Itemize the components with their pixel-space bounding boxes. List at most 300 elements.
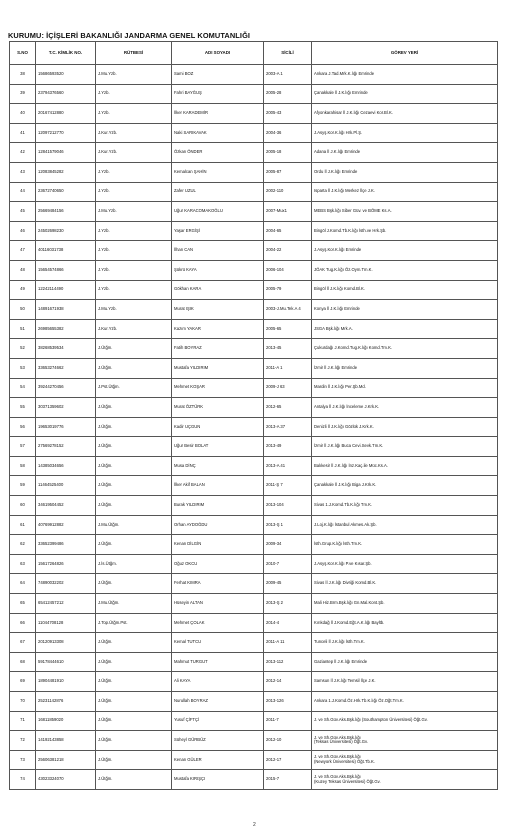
cell-sno: 55: [10, 398, 36, 418]
cell-sno: 45: [10, 202, 36, 222]
cell-rutbe: J.Ütğm.: [96, 633, 172, 653]
gorev-yeri-line: Mardin İl J.K.lığı Per.Şb.Md.: [314, 384, 366, 390]
gorev-yeri-line: J. ve Sh.Güv.Aks.Bşk.lığı: [314, 734, 361, 740]
gorev-yeri-line: J.Asyş.Kor.K.lığı P.ve Kısar.Şb.: [314, 560, 372, 566]
cell-sicil: 2005-79: [264, 280, 312, 300]
table-row: [10, 182, 498, 202]
table-header-row: [10, 42, 498, 65]
gorev-yeri-line: İzmir İl J.K.lığı Emrinde: [314, 364, 358, 370]
cell-rutbe: J.Yzb.: [96, 280, 172, 300]
cell-tc-kimlik-no: 14385034656: [36, 456, 96, 476]
cell-adi-soyadi: Uğur Besir BOLAT: [172, 437, 264, 457]
cell-gorev-yeri: [312, 182, 498, 202]
cell-sicil: 2003-A 1: [264, 65, 312, 85]
cell-sno: 58: [10, 456, 36, 476]
cell-tc-kimlik-no: 19653019776: [36, 417, 96, 437]
gorev-yeri-line: JÖAK Tug.K.lığı Öz.Oym.Tm.K.: [314, 266, 373, 272]
cell-gorev-yeri: [312, 241, 498, 261]
cell-sicil: 2011-Ş 7: [264, 476, 312, 496]
table-row: [10, 319, 498, 339]
cell-sno: 66: [10, 613, 36, 633]
cell-sno: 67: [10, 633, 36, 653]
cell-sno: 64: [10, 574, 36, 594]
cell-sicil: 2013-A 41: [264, 456, 312, 476]
cell-sicil: 2005-18: [264, 143, 312, 163]
cell-adi-soyadi: Ferhat KIMRA: [172, 574, 264, 594]
table-row: [10, 456, 498, 476]
cell-sno: 46: [10, 221, 36, 241]
table-row: [10, 398, 498, 418]
cell-adi-soyadi: İlker Akif BALAN: [172, 476, 264, 496]
gorev-yeri-line: Sivas İl J.K.lığı Divriği Komd.Bl.K.: [314, 580, 377, 586]
cell-rutbe: J.Ütğm.: [96, 750, 172, 770]
cell-tc-kimlik-no: 11464525400: [36, 476, 96, 496]
cell-tc-kimlik-no: 34619504452: [36, 496, 96, 516]
cell-adi-soyadi: Kadir UÇGUN: [172, 417, 264, 437]
cell-adi-soyadi: Hüseyin ALTAN: [172, 594, 264, 614]
cell-adi-soyadi: İlker KARADEMİR: [172, 104, 264, 124]
gorev-yeri-line: Tunceli İl J.K.lığı İsth.Tm.K.: [314, 639, 365, 645]
cell-adi-soyadi: Yusuf ÇİFTÇİ: [172, 711, 264, 731]
table-row: [10, 750, 498, 770]
gorev-yeri-line: Gaziantep İl J.K.lığı Emrinde: [314, 658, 368, 664]
table-row: [10, 692, 498, 712]
table-row: [10, 437, 498, 457]
cell-sicil: 2013-A 37: [264, 417, 312, 437]
gorev-yeri-line: Çukurdağı J.Komd.Tug.K.lığı Komd.Tm.K.: [314, 345, 393, 351]
cell-tc-kimlik-no: 23672740650: [36, 182, 96, 202]
cell-gorev-yeri: [312, 202, 498, 222]
cell-sno: 40: [10, 104, 36, 124]
cell-tc-kimlik-no: 12242114490: [36, 280, 96, 300]
cell-sicil: 2013-Ş 1: [264, 515, 312, 535]
cell-sno: 50: [10, 300, 36, 320]
cell-gorev-yeri: [312, 162, 498, 182]
cell-sno: 42: [10, 143, 36, 163]
gorev-yeri-line: Afyonkarahisar İl J.K.lığı Cezaevi Kor.Bl.K.: [314, 110, 393, 116]
cell-sicil: 2013-45: [264, 339, 312, 359]
table-row: [10, 202, 498, 222]
cell-sicil: 2012-65: [264, 398, 312, 418]
cell-sno: 70: [10, 692, 36, 712]
cell-adi-soyadi: Kenan GÜLER: [172, 750, 264, 770]
cell-rutbe: J.Ütğm.: [96, 731, 172, 751]
cell-rutbe: J.Ütğm.: [96, 692, 172, 712]
gorev-yeri-line: Sivas 1.J.Komd.Tb.K.lığı Tm.K.: [314, 501, 373, 507]
cell-sno: 73: [10, 750, 36, 770]
cell-tc-kimlik-no: 23794376560: [36, 84, 96, 104]
gorev-yeri-line: J.Loj.K.lığı İstanbul Akmes.Ak.Şb.: [314, 521, 377, 527]
cell-sicil: 2012-17: [264, 750, 312, 770]
cell-tc-kimlik-no: 40769912882: [36, 515, 96, 535]
gorev-yeri-line: Kırıkdağ İl J.Komd.Eğt.A.K.lığı Bayltb.: [314, 619, 385, 625]
cell-gorev-yeri: [312, 339, 498, 359]
cell-sicil: 2010-7: [264, 554, 312, 574]
cell-gorev-yeri: [312, 515, 498, 535]
cell-adi-soyadi: İlhan CAN: [172, 241, 264, 261]
cell-adi-soyadi: Nurullah BOYRAZ: [172, 692, 264, 712]
column-header-sicil: SİCİLİ: [264, 42, 312, 65]
gorev-yeri-line: Denizli İl J.K.lığı Gözlük J.Krk.K.: [314, 423, 374, 429]
cell-adi-soyadi: Gökhan KARA: [172, 280, 264, 300]
cell-rutbe: J.Ütğm.: [96, 476, 172, 496]
gorev-yeri-line: Mali Hiz.Brm.Bşk.lığı Gn.Mal.Kont.Şb.: [314, 599, 385, 605]
cell-sicil: 2013-49: [264, 437, 312, 457]
gorev-yeri-line: Isparta İl J.K.lığı Merkez İlçe J.K.: [314, 188, 375, 194]
cell-rutbe: J.Ütğm.: [96, 437, 172, 457]
column-header-rutbe: RÜTBESİ: [96, 42, 172, 65]
cell-rutbe: J.Ütğm.: [96, 672, 172, 692]
cell-gorev-yeri: [312, 123, 498, 143]
cell-adi-soyadi: Yaşar ERGİŞİ: [172, 221, 264, 241]
gorev-yeri-line: Çanakkale İl J.K.lığı Emrinde: [314, 90, 368, 96]
table-row: [10, 123, 498, 143]
cell-sicil: 2005-65: [264, 319, 312, 339]
cell-adi-soyadi: Kemalcan ŞAHİN: [172, 162, 264, 182]
gorev-yeri-line: Adana İl J.K.lığı Emrinde: [314, 149, 361, 155]
cell-adi-soyadi: Zafer UZUL: [172, 182, 264, 202]
cell-rutbe: J.Yzb.: [96, 182, 172, 202]
cell-gorev-yeri: [312, 358, 498, 378]
cell-sno: 61: [10, 515, 36, 535]
cell-sicil: 2013-Ş 2: [264, 594, 312, 614]
cell-gorev-yeri: [312, 574, 498, 594]
cell-sno: 71: [10, 711, 36, 731]
cell-sicil: 2012-10: [264, 731, 312, 751]
table-row: [10, 358, 498, 378]
cell-gorev-yeri: [312, 398, 498, 418]
cell-gorev-yeri: [312, 104, 498, 124]
cell-rutbe: J.Kur.Yzb.: [96, 319, 172, 339]
cell-tc-kimlik-no: 30371359602: [36, 398, 96, 418]
cell-sicil: 2014-4: [264, 613, 312, 633]
table-row: [10, 84, 498, 104]
cell-tc-kimlik-no: 40116031738: [36, 241, 96, 261]
cell-tc-kimlik-no: 15686593520: [36, 65, 96, 85]
page-number: 2: [253, 822, 256, 828]
cell-sno: 44: [10, 182, 36, 202]
cell-sno: 47: [10, 241, 36, 261]
cell-tc-kimlik-no: 38268539534: [36, 339, 96, 359]
cell-tc-kimlik-no: 59178444610: [36, 652, 96, 672]
cell-sicil: 2007-Mux1: [264, 202, 312, 222]
gorev-yeri-line: J. ve Sh.Güv.Aks.Bşk.lığı: [314, 773, 361, 779]
cell-tc-kimlik-no: 26985655382: [36, 319, 96, 339]
cell-gorev-yeri: [312, 652, 498, 672]
table-row: [10, 633, 498, 653]
gorev-yeri-line: J. ve Sh.Güv.Aks.Bşk.lığı (Southampton Üniversitesi) Öğt.Gv.: [314, 717, 428, 723]
cell-sno: 57: [10, 437, 36, 457]
cell-tc-kimlik-no: 15654574866: [36, 260, 96, 280]
cell-sno: 54: [10, 378, 36, 398]
cell-adi-soyadi: Burak YILDIRIM: [172, 496, 264, 516]
cell-sno: 72: [10, 731, 36, 751]
table-row: [10, 574, 498, 594]
cell-rutbe: J.Ütğm.: [96, 417, 172, 437]
table-row: [10, 594, 498, 614]
gorev-yeri-line: İzmir İl J.K.lığı Buca Cevi.Sevk.Tm.K.: [314, 443, 384, 449]
cell-tc-kimlik-no: 25231142876: [36, 692, 96, 712]
cell-tc-kimlik-no: 14891671938: [36, 300, 96, 320]
table-row: [10, 613, 498, 633]
table-row: [10, 221, 498, 241]
table-row: [10, 476, 498, 496]
table-row: [10, 711, 498, 731]
cell-gorev-yeri: [312, 417, 498, 437]
cell-sicil: 2003-J.Mu.Tek.A 4: [264, 300, 312, 320]
cell-sno: 69: [10, 672, 36, 692]
cell-adi-soyadi: Fahri BAYĞUŞ: [172, 84, 264, 104]
cell-gorev-yeri: [312, 476, 498, 496]
cell-sno: 62: [10, 535, 36, 555]
gorev-yeri-line: Ankara J.Tad.Mrk.K.lığı Emrinde: [314, 70, 375, 76]
table-row: [10, 280, 498, 300]
cell-rutbe: J.Ütğm.: [96, 535, 172, 555]
cell-tc-kimlik-no: 11044708128: [36, 613, 96, 633]
cell-sno: 53: [10, 358, 36, 378]
cell-gorev-yeri: [312, 770, 498, 790]
cell-rutbe: J.Yzb.: [96, 104, 172, 124]
table-row: [10, 554, 498, 574]
cell-gorev-yeri: [312, 300, 498, 320]
column-header-ad-soyad: ADI SOYADI: [172, 42, 264, 65]
cell-sicil: 2011-A 1: [264, 358, 312, 378]
cell-adi-soyadi: Kenan DİLGİN: [172, 535, 264, 555]
cell-gorev-yeri: [312, 378, 498, 398]
cell-adi-soyadi: Süheyl GÜRBÜZ: [172, 731, 264, 751]
cell-adi-soyadi: Mehmet KOŞAR: [172, 378, 264, 398]
cell-sicil: 2011-7: [264, 711, 312, 731]
gorev-yeri-line: J.Asyş.Kor.K.lığı Hrk.Pl.Ş.: [314, 129, 363, 135]
cell-sicil: 2009-J 63: [264, 378, 312, 398]
cell-rutbe: J.Mu.Yzb.: [96, 300, 172, 320]
cell-gorev-yeri: [312, 319, 498, 339]
cell-rutbe: J.Kur.Yzb.: [96, 143, 172, 163]
cell-rutbe: J.Ütğm.: [96, 358, 172, 378]
cell-gorev-yeri: [312, 535, 498, 555]
cell-rutbe: J.Yzb.: [96, 162, 172, 182]
cell-rutbe: J.Ütğm.: [96, 652, 172, 672]
cell-gorev-yeri: [312, 554, 498, 574]
cell-sno: 51: [10, 319, 36, 339]
cell-sicil: 2013-104: [264, 496, 312, 516]
cell-gorev-yeri: [312, 731, 498, 751]
cell-rutbe: J.Mu.Ütğm.: [96, 594, 172, 614]
cell-sno: 59: [10, 476, 36, 496]
cell-rutbe: J.Yzb.: [96, 221, 172, 241]
cell-tc-kimlik-no: 18904481910: [36, 672, 96, 692]
cell-rutbe: J.Top.Ütğm.Pst.: [96, 613, 172, 633]
cell-sicil: 2013-126: [264, 692, 312, 712]
cell-sicil: 2012-14: [264, 672, 312, 692]
table-row: [10, 162, 498, 182]
table-body: [10, 65, 498, 790]
cell-sicil: 2005-43: [264, 104, 312, 124]
cell-gorev-yeri: [312, 750, 498, 770]
cell-rutbe: J.Ütğm.: [96, 574, 172, 594]
cell-adi-soyadi: Kazım YAKAR: [172, 319, 264, 339]
gorev-yeri-line: J.Asyş.Kor.K.lığı Emrinde: [314, 247, 362, 253]
gorev-yeri-line: Ordu İl J.K.lığı Emrinde: [314, 168, 358, 174]
gorev-yeri-line: J. ve Sh.Güv.Aks.Bşk.lığı: [314, 754, 361, 760]
cell-gorev-yeri: [312, 143, 498, 163]
cell-gorev-yeri: [312, 692, 498, 712]
cell-gorev-yeri: [312, 711, 498, 731]
cell-adi-soyadi: Oğuz OKCU: [172, 554, 264, 574]
cell-rutbe: J.Ütğm.: [96, 398, 172, 418]
cell-sicil: 2011-A 11: [264, 633, 312, 653]
cell-adi-soyadi: Özkan ÖNDER: [172, 143, 264, 163]
table-row: [10, 241, 498, 261]
cell-sno: 65: [10, 594, 36, 614]
personnel-table: [9, 41, 498, 790]
cell-tc-kimlik-no: 20167412880: [36, 104, 96, 124]
cell-rutbe: J.Mu.Yzb.: [96, 65, 172, 85]
cell-tc-kimlik-no: 12097212770: [36, 123, 96, 143]
cell-sno: 74: [10, 770, 36, 790]
cell-sno: 56: [10, 417, 36, 437]
cell-rutbe: J.Mu.Ütğm.: [96, 515, 172, 535]
cell-rutbe: J.Kur.Yzb.: [96, 123, 172, 143]
column-header-tc: T.C. KİMLİK NO.: [36, 42, 96, 65]
cell-sicil: 2006-104: [264, 260, 312, 280]
cell-tc-kimlik-no: 12841579046: [36, 143, 96, 163]
cell-adi-soyadi: Naki SARIKAVAK: [172, 123, 264, 143]
cell-tc-kimlik-no: 65412457212: [36, 594, 96, 614]
cell-adi-soyadi: Şükrü KAYA: [172, 260, 264, 280]
cell-adi-soyadi: Murat IŞIK: [172, 300, 264, 320]
gorev-yeri-line: Ankara 1.J.Komd.Öz.Hrk.Tb.K.lığı Öz.Oğt.Tm.K.: [314, 697, 404, 703]
cell-adi-soyadi: Kemal TUTCU: [172, 633, 264, 653]
cell-tc-kimlik-no: 24502698230: [36, 221, 96, 241]
table-row: [10, 770, 498, 790]
table-row: [10, 104, 498, 124]
cell-sicil: 2005-87: [264, 162, 312, 182]
cell-sicil: 2013-112: [264, 652, 312, 672]
cell-sno: 38: [10, 65, 36, 85]
cell-sno: 48: [10, 260, 36, 280]
cell-tc-kimlik-no: 20120913308: [36, 633, 96, 653]
cell-sicil: 2009-34: [264, 535, 312, 555]
cell-sicil: 2009-45: [264, 574, 312, 594]
cell-sicil: 2004-65: [264, 221, 312, 241]
table-row: [10, 378, 498, 398]
cell-adi-soyadi: Mahmut TURGUT: [172, 652, 264, 672]
cell-gorev-yeri: [312, 613, 498, 633]
cell-gorev-yeri: [312, 594, 498, 614]
cell-rutbe: J.Pst.Ütğm.: [96, 378, 172, 398]
cell-rutbe: J.Ütğm.: [96, 770, 172, 790]
table-row: [10, 672, 498, 692]
column-header-gorev-yeri: GÖREV YERİ: [312, 42, 498, 65]
table-row: [10, 417, 498, 437]
gorev-yeri-line: Antalya İl J.K.lığı İnceleme J.Krk.K.: [314, 403, 380, 409]
cell-rutbe: J.Ütğm.: [96, 711, 172, 731]
cell-tc-kimlik-no: 25606381218: [36, 750, 96, 770]
cell-sno: 41: [10, 123, 36, 143]
gorev-yeri-line: JSGA Bşk.lığı Mrk.A.: [314, 325, 353, 331]
cell-adi-soyadi: Orhan AYDOĞDU: [172, 515, 264, 535]
cell-sno: 68: [10, 652, 36, 672]
cell-rutbe: J.Yzb.: [96, 241, 172, 261]
cell-gorev-yeri: [312, 437, 498, 457]
cell-rutbe: J.Yzb.: [96, 84, 172, 104]
cell-sicil: 2015-7: [264, 770, 312, 790]
cell-sno: 49: [10, 280, 36, 300]
cell-adi-soyadi: Fatih BOYRAZ: [172, 339, 264, 359]
table-row: [10, 652, 498, 672]
cell-tc-kimlik-no: 39244270456: [36, 378, 96, 398]
cell-tc-kimlik-no: 15617264826: [36, 554, 96, 574]
page-title: KURUMU: İÇİŞLERİ BAKANLIĞI JANDARMA GENEL KOMUTANLIĞI: [8, 31, 251, 40]
cell-sicil: 2002-110: [264, 182, 312, 202]
table-row: [10, 515, 498, 535]
cell-sno: 52: [10, 339, 36, 359]
gorev-yeri-line: (Kuzey Teksas Üniversitesi) Öğt.Gv.: [314, 778, 381, 784]
cell-rutbe: J.İs.Ütğm.: [96, 554, 172, 574]
cell-adi-soyadi: Mustafa YILDIRIM: [172, 358, 264, 378]
table-row: [10, 731, 498, 751]
cell-gorev-yeri: [312, 456, 498, 476]
column-header-sno: S.NO: [10, 42, 36, 65]
cell-tc-kimlik-no: 27569278152: [36, 437, 96, 457]
cell-gorev-yeri: [312, 633, 498, 653]
cell-tc-kimlik-no: 25669484156: [36, 202, 96, 222]
table-row: [10, 143, 498, 163]
gorev-yeri-line: Çanakkale İl J.K.lığı Biga J.Krk.K.: [314, 482, 377, 488]
cell-gorev-yeri: [312, 260, 498, 280]
cell-gorev-yeri: [312, 672, 498, 692]
cell-gorev-yeri: [312, 65, 498, 85]
cell-adi-soyadi: Mehmet ÇOLAK: [172, 613, 264, 633]
cell-adi-soyadi: Uğur KARACOMAKOĞLU: [172, 202, 264, 222]
cell-gorev-yeri: [312, 280, 498, 300]
cell-tc-kimlik-no: 74890032202: [36, 574, 96, 594]
cell-tc-kimlik-no: 33652399486: [36, 535, 96, 555]
table-row: [10, 339, 498, 359]
gorev-yeri-line: Bingöl J.Komd.Tb.K.lığı İsth.ve Hrk.Şb.: [314, 227, 387, 233]
gorev-yeri-line: Samsun İl J.K.lığı Temsil İlçe J.K.: [314, 678, 376, 684]
cell-sicil: 2004-22: [264, 241, 312, 261]
cell-adi-soyadi: Mustafa KIRIŞÇI: [172, 770, 264, 790]
cell-tc-kimlik-no: 16811859020: [36, 711, 96, 731]
cell-sno: 63: [10, 554, 36, 574]
cell-gorev-yeri: [312, 84, 498, 104]
cell-sno: 60: [10, 496, 36, 516]
cell-sno: 39: [10, 84, 36, 104]
cell-tc-kimlik-no: 14192143858: [36, 731, 96, 751]
table-row: [10, 496, 498, 516]
table-row: [10, 300, 498, 320]
cell-rutbe: J.Ütğm.: [96, 496, 172, 516]
cell-tc-kimlik-no: 33653274662: [36, 358, 96, 378]
cell-sno: 43: [10, 162, 36, 182]
gorev-yeri-line: (Newyork Üniversitesi) Öğt.Tb.K.: [314, 759, 375, 765]
gorev-yeri-line: MEBS Bşk.lığı Siber Güv. ve BÖME Ks.A.: [314, 208, 392, 214]
cell-adi-soyadi: Musa DİNÇ: [172, 456, 264, 476]
gorev-yeri-line: Bingöl İl J.K.lığı Komd.Bl.K.: [314, 286, 365, 292]
cell-tc-kimlik-no: 43023324070: [36, 770, 96, 790]
cell-adi-soyadi: Murat ÖZTÜRK: [172, 398, 264, 418]
table-row: [10, 535, 498, 555]
gorev-yeri-line: İsth.Grup.K.lığı İsth.Tm.K.: [314, 541, 363, 547]
gorev-yeri-line: Konya İl J.K.lığı Emrinde: [314, 306, 360, 312]
cell-sicil: 2004-36: [264, 123, 312, 143]
cell-rutbe: J.Ütğm.: [96, 456, 172, 476]
cell-rutbe: J.Ütğm.: [96, 339, 172, 359]
cell-adi-soyadi: Sami BOZ: [172, 65, 264, 85]
cell-tc-kimlik-no: 12083845282: [36, 162, 96, 182]
